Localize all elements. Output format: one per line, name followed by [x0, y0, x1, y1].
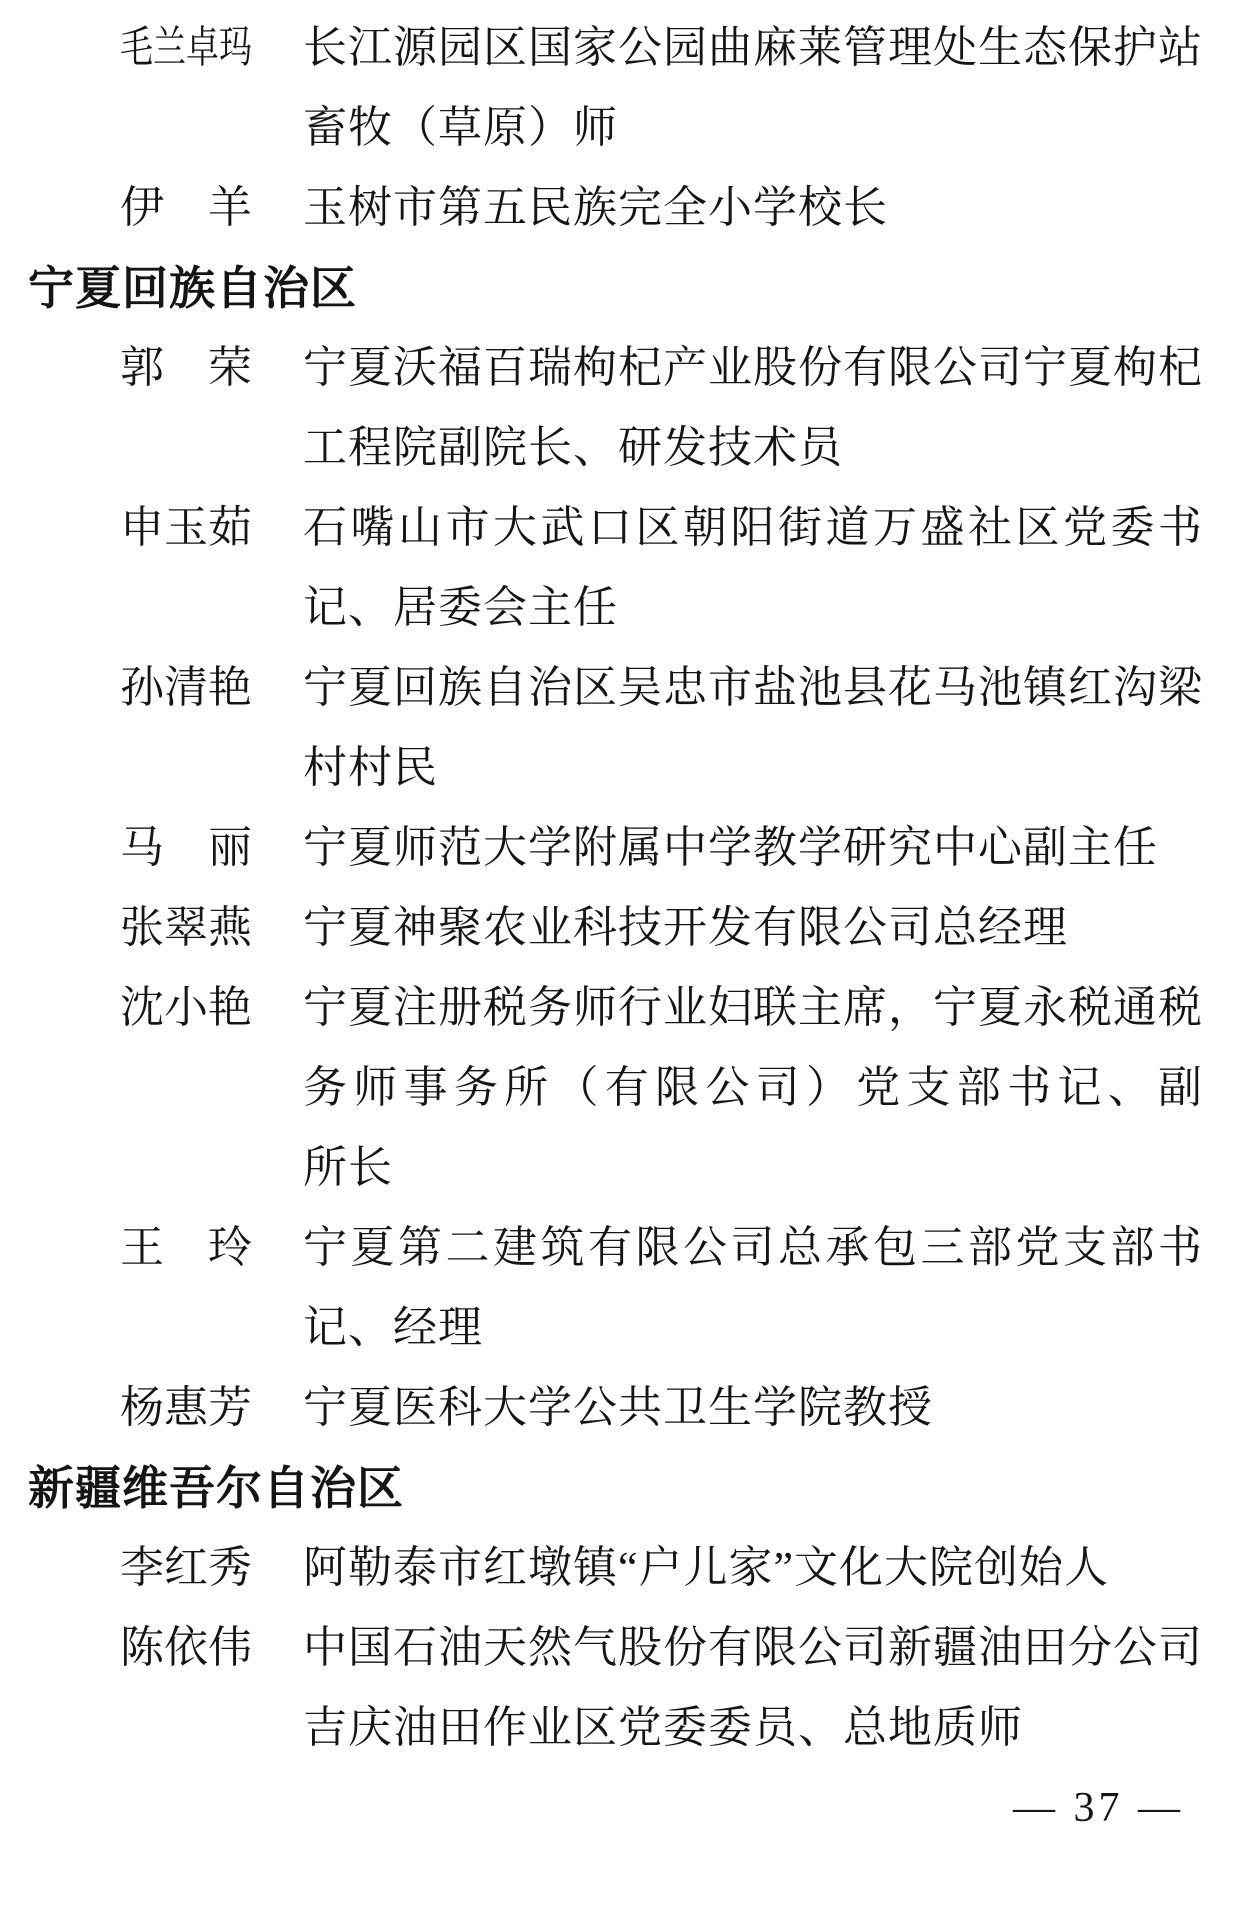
entry-name	[120, 1528, 252, 1608]
section-heading: 宁夏回族自治区	[28, 262, 357, 314]
entry-title-line: 所长	[303, 1143, 393, 1192]
entry-name	[120, 888, 252, 968]
entry-name-char: 玲	[208, 1223, 252, 1272]
entry-title	[303, 488, 1203, 648]
entry-row	[120, 968, 1242, 1208]
entry-name-char: 茹	[208, 503, 252, 552]
entry-name-char: 卓	[186, 23, 219, 72]
entry-name-char: 小	[164, 983, 208, 1032]
entry-row	[120, 488, 1242, 648]
entry-title-line: 宁夏医科大学公共卫生学院教授	[303, 1383, 933, 1432]
entry-name-char: 杨	[120, 1383, 164, 1432]
entry-title-line: 宁夏师范大学附属中学教学研究中心副主任	[303, 823, 1158, 872]
entry-row	[120, 168, 1242, 248]
entry-name-char: 伊	[120, 183, 164, 232]
entry-name-char: 依	[164, 1623, 208, 1672]
entry-title-line: 阿勒泰市红墩镇“户儿家”文化大院创始人	[303, 1543, 1110, 1592]
entry-title-line: 石嘴山市大武口区朝阳街道万盛社区党委书	[303, 503, 1203, 552]
entry-title	[303, 648, 1203, 808]
entry-title	[303, 1608, 1203, 1768]
entry-name-char: 陈	[120, 1623, 164, 1672]
entry-name-char: 毛	[120, 23, 153, 72]
entry-title-line: 工程院副院长、研发技术员	[303, 423, 843, 472]
entry-name-char: 玉	[164, 503, 208, 552]
entry-name-char: 羊	[208, 183, 252, 232]
entry-name	[120, 328, 252, 408]
entry-title	[303, 888, 1203, 968]
entry-name-char: 清	[164, 663, 208, 712]
entry-title-line: 务师事务所（有限公司）党支部书记、副	[303, 1063, 1203, 1112]
entry-title-line: 中国石油天然气股份有限公司新疆油田分公司	[303, 1623, 1203, 1672]
entry-title-line: 畜牧（草原）师	[303, 103, 618, 152]
entry-name-char: 伟	[208, 1623, 252, 1672]
entry-name-char: 申	[120, 503, 164, 552]
entry-title-line: 长江源园区国家公园曲麻莱管理处生态保护站	[303, 23, 1203, 72]
entry-name-char: 郭	[120, 343, 164, 392]
entry-name-char: 燕	[208, 903, 252, 952]
entry-title-line: 宁夏第二建筑有限公司总承包三部党支部书	[303, 1223, 1203, 1272]
entry-name	[120, 968, 252, 1048]
entry-name-char: 马	[120, 823, 164, 872]
section-heading: 新疆维吾尔自治区	[28, 1462, 404, 1514]
entry-title-line: 记、居委会主任	[303, 583, 618, 632]
entry-row	[120, 1528, 1242, 1608]
entry-title	[303, 168, 1203, 248]
entry-name	[120, 1208, 252, 1288]
entry-title	[303, 8, 1203, 168]
entry-row	[120, 1368, 1242, 1448]
entry-row	[120, 808, 1242, 888]
entry-name-char: 艳	[208, 983, 252, 1032]
entry-name-char: 沈	[120, 983, 164, 1032]
entry-title-line: 宁夏沃福百瑞枸杞产业股份有限公司宁夏枸杞	[303, 343, 1203, 392]
entry-row	[120, 1208, 1242, 1368]
entry-name-char: 李	[120, 1543, 164, 1592]
entry-row	[120, 328, 1242, 488]
entry-row	[120, 8, 1242, 168]
entry-name-char: 丽	[208, 823, 252, 872]
entry-title	[303, 1528, 1203, 1608]
entry-name-char: 翠	[164, 903, 208, 952]
entry-title-line: 记、经理	[303, 1303, 483, 1352]
entry-name	[120, 8, 252, 88]
entry-name-char: 张	[120, 903, 164, 952]
entry-title-line: 宁夏神聚农业科技开发有限公司总经理	[303, 903, 1068, 952]
entry-title-line: 玉树市第五民族完全小学校长	[303, 183, 888, 232]
entry-name-char: 艳	[208, 663, 252, 712]
entry-title	[303, 1208, 1203, 1368]
entry-name	[120, 808, 252, 888]
entry-title	[303, 968, 1203, 1208]
entry-title	[303, 808, 1203, 888]
page-number: — 37 —	[1013, 1785, 1184, 1831]
entry-name-char: 荣	[208, 343, 252, 392]
entry-name-char: 芳	[208, 1383, 252, 1432]
entry-name	[120, 168, 252, 248]
entry-name-char: 惠	[164, 1383, 208, 1432]
entry-name-char: 玛	[219, 23, 252, 72]
entry-name-char: 孙	[120, 663, 164, 712]
entry-title-line: 村村民	[303, 743, 438, 792]
entry-name	[120, 488, 252, 568]
entry-row	[120, 648, 1242, 808]
entry-title	[303, 1368, 1203, 1448]
entry-name	[120, 1608, 252, 1688]
entry-title-line: 宁夏回族自治区吴忠市盐池县花马池镇红沟梁	[303, 663, 1203, 712]
entry-row	[120, 888, 1242, 968]
entry-title-line: 宁夏注册税务师行业妇联主席，宁夏永税通税	[303, 983, 1203, 1032]
entry-name-char: 王	[120, 1223, 164, 1272]
entry-title-line: 吉庆油田作业区党委委员、总地质师	[303, 1703, 1023, 1752]
entry-name	[120, 1368, 252, 1448]
entry-name-char: 秀	[208, 1543, 252, 1592]
entry-name	[120, 648, 252, 728]
entry-name-char: 红	[164, 1543, 208, 1592]
entry-title	[303, 328, 1203, 488]
entry-row	[120, 1608, 1242, 1768]
entry-name-char: 兰	[153, 23, 186, 72]
